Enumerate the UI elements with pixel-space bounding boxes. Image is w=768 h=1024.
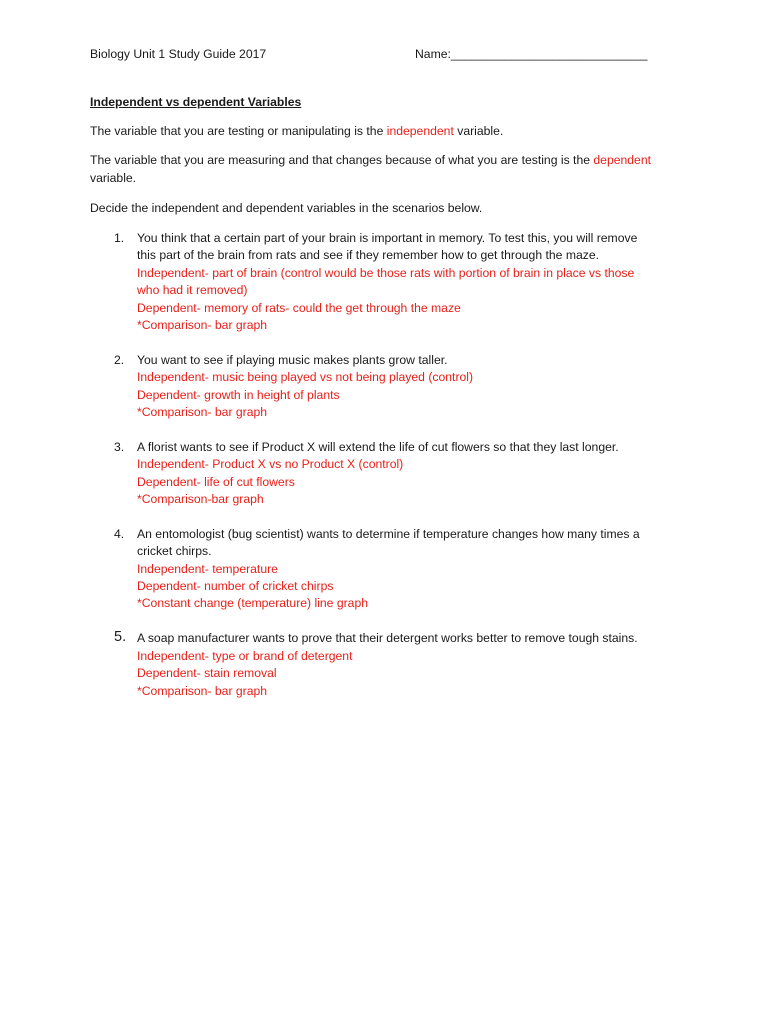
answer-independent: Independent- part of brain (control would be those rats with portion of brain in place vs those <box>137 265 635 280</box>
name-field-label: Name:_____________________________ <box>415 47 648 61</box>
answer-dependent: Dependent- growth in height of plants <box>137 387 340 402</box>
question-text: this part of the brain from rats and see if they remember how to get through the maze. <box>137 248 600 263</box>
question-text: You want to see if playing music makes plants grow taller. <box>137 352 448 367</box>
answer-graph-type: *Comparison- bar graph <box>137 683 268 698</box>
item-number: 1. <box>114 231 125 245</box>
answer-graph-type: *Constant change (temperature) line graph <box>137 596 369 611</box>
instructions-paragraph: Decide the independent and dependent variables in the scenarios below. <box>90 201 483 215</box>
answer-independent: Independent- type or brand of detergent <box>137 648 353 663</box>
list-item <box>90 352 690 422</box>
question-text: An entomologist (bug scientist) wants to determine if temperature changes how many times a <box>137 526 640 541</box>
list-item <box>90 526 690 613</box>
document-title: Biology Unit 1 Study Guide 2017 <box>90 47 267 61</box>
answer-independent: who had it removed) <box>137 283 248 298</box>
list-item <box>90 230 690 334</box>
answer-independent: Independent- Product X vs no Product X (control) <box>137 457 404 472</box>
intro-paragraph-dependent <box>90 151 690 187</box>
question-text: A soap manufacturer wants to prove that their detergent works better to remove tough stains. <box>137 631 638 646</box>
answer-graph-type: *Comparison- bar graph <box>137 405 268 420</box>
answer-independent: Independent- music being played vs not being played (control) <box>137 370 474 385</box>
intro-text: variable. <box>453 124 504 138</box>
item-number: 3. <box>114 439 125 454</box>
scenario-list <box>90 230 690 717</box>
question-text: cricket chirps. <box>137 544 212 559</box>
independent-highlight: independent <box>386 124 454 138</box>
answer-dependent: Dependent- stain removal <box>137 666 277 681</box>
answer-graph-type: *Comparison-bar graph <box>137 492 264 507</box>
section-heading: Independent vs dependent Variables <box>90 95 302 109</box>
question-text: You think that a certain part of your brain is important in memory. To test this, you will remove <box>137 231 638 245</box>
intro-text: The variable that you are measuring and that changes because of what you are testing is the <box>90 153 594 167</box>
answer-dependent: Dependent- life of cut flowers <box>137 474 295 489</box>
answer-independent: Independent- temperature <box>137 561 278 576</box>
list-item <box>90 630 690 700</box>
list-item <box>90 439 690 509</box>
item-number: 2. <box>114 352 125 367</box>
question-text: A florist wants to see if Product X will extend the life of cut flowers so that they last longer. <box>137 439 619 454</box>
answer-dependent: Dependent- memory of rats- could the get through the maze <box>137 300 461 315</box>
answer-dependent: Dependent- number of cricket chirps <box>137 579 334 594</box>
intro-paragraph-independent <box>90 122 690 140</box>
item-number: 4. <box>114 526 125 541</box>
dependent-highlight: dependent <box>593 153 652 167</box>
answer-graph-type: *Comparison- bar graph <box>137 318 268 333</box>
item-number: 5. <box>114 629 127 646</box>
intro-text: The variable that you are testing or manipulating is the <box>90 124 387 138</box>
intro-text: variable. <box>90 171 137 185</box>
